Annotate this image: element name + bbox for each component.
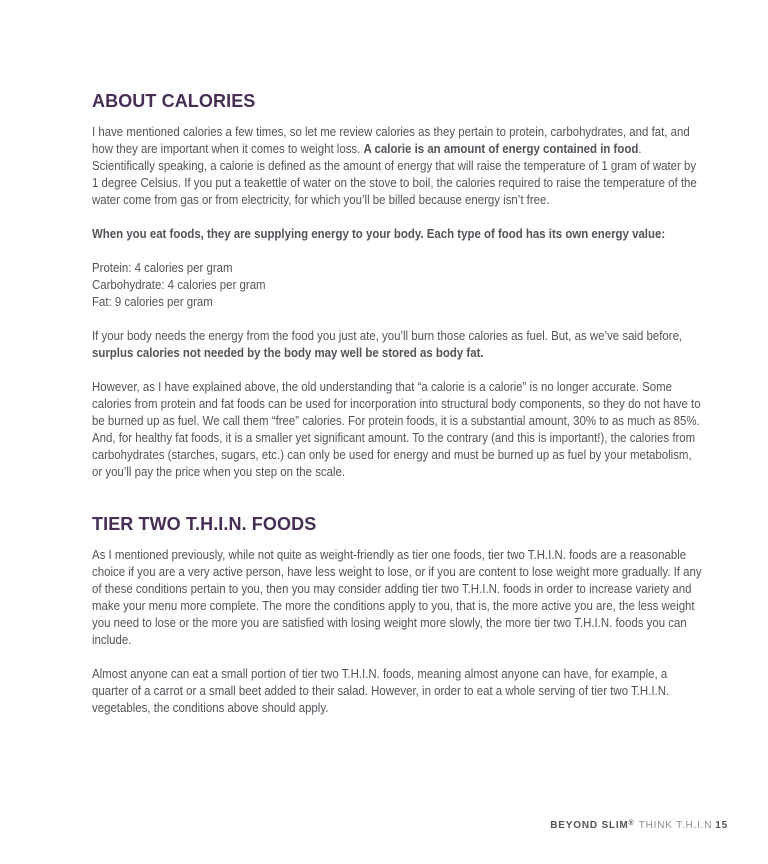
tier-two-portion-paragraph	[92, 665, 704, 716]
about-calories-heading: ABOUT CALORIES	[92, 91, 256, 111]
list-line: Fat: 9 calories per gram	[92, 294, 213, 309]
fuel-paragraph	[92, 327, 704, 361]
list-line: Protein: 4 calories per gram	[92, 260, 233, 275]
text-run: However, as I have explained above, the old understanding that “a calorie is a calorie” is no longer accurate. Some calories from protein and fat foods can be used for incorporation into structural body components, so they do not have to be burned up as fuel. We call them “free” calories. For protein foods, it is a substantial amount, 30% to as much as 85%. And, for healthy fat foods, it is a smaller yet significant amount. To the contrary (and this is important!), the calories from carbohydrates (starches, sugars, etc.) can only be used for energy and must be burned up as fuel by your metabolism, or you’ll pay the price when you step on the scale.	[92, 379, 701, 479]
text-run: . Scientifically speaking, a calorie is defined as the amount of energy that will raise the temperature of 1 gram of water by 1 degree Celsius. If you put a teakettle of water on the stove to boil, the calories required to raise the temperature of the water come from gas or from electricity, for which you’ll be billed because energy isn’t free.	[92, 141, 697, 207]
tier-two-thin-foods-heading: TIER TWO T.H.I.N. FOODS	[92, 514, 317, 534]
list-line: Carbohydrate: 4 calories per gram	[92, 277, 266, 292]
energy-value-lead-paragraph	[92, 225, 704, 242]
text-run: As I mentioned previously, while not quite as weight-friendly as tier one foods, tier two T.H.I.N. foods are a reasonable choice if you are a very active person, have less weight to lose, or if you are content to lose weight more gradually. If any of these conditions pertain to you, then you may consider adding tier two T.H.I.N. foods in order to increase variety and make your menu more complete. The more the conditions apply to you, that is, the more active you are, the less weight you need to lose or the more you are satisfied with losing weight more slowly, the more tier two T.H.I.N. foods you can include.	[92, 547, 702, 647]
footer-book-title: THINK T.H.I.N	[638, 820, 713, 831]
footer-brand: BEYOND SLIM	[550, 820, 629, 831]
bold-text-run: A calorie is an amount of energy contained in food	[363, 141, 639, 156]
text-run: I have mentioned calories a few times, so let me review calories as they pertain to protein, carbohydrates, and fat, and how they are important when it comes to weight loss.	[92, 124, 690, 156]
calories-intro-paragraph	[92, 123, 704, 208]
document-body	[92, 91, 768, 733]
calorie-values-list	[92, 259, 704, 310]
free-calories-paragraph	[92, 378, 704, 480]
page-number: 15	[715, 820, 728, 831]
tier-two-conditions-paragraph	[92, 546, 704, 648]
bold-text-run: When you eat foods, they are supplying energy to your body. Each type of food has its own energy value:	[92, 226, 666, 241]
registered-trademark-icon: ®	[628, 820, 634, 827]
text-run: Almost anyone can eat a small portion of tier two T.H.I.N. foods, meaning almost anyone can have, for example, a quarter of a carrot or a small beet added to their salad. However, in order to eat a whole serving of tier two T.H.I.N. vegetables, the conditions above should apply.	[92, 666, 670, 715]
text-run: If your body needs the energy from the food you just ate, you’ll burn those calories as fuel. But, as we’ve said before,	[92, 328, 683, 343]
page-footer	[550, 820, 728, 831]
bold-text-run: surplus calories not needed by the body may well be stored as body fat.	[92, 345, 484, 360]
